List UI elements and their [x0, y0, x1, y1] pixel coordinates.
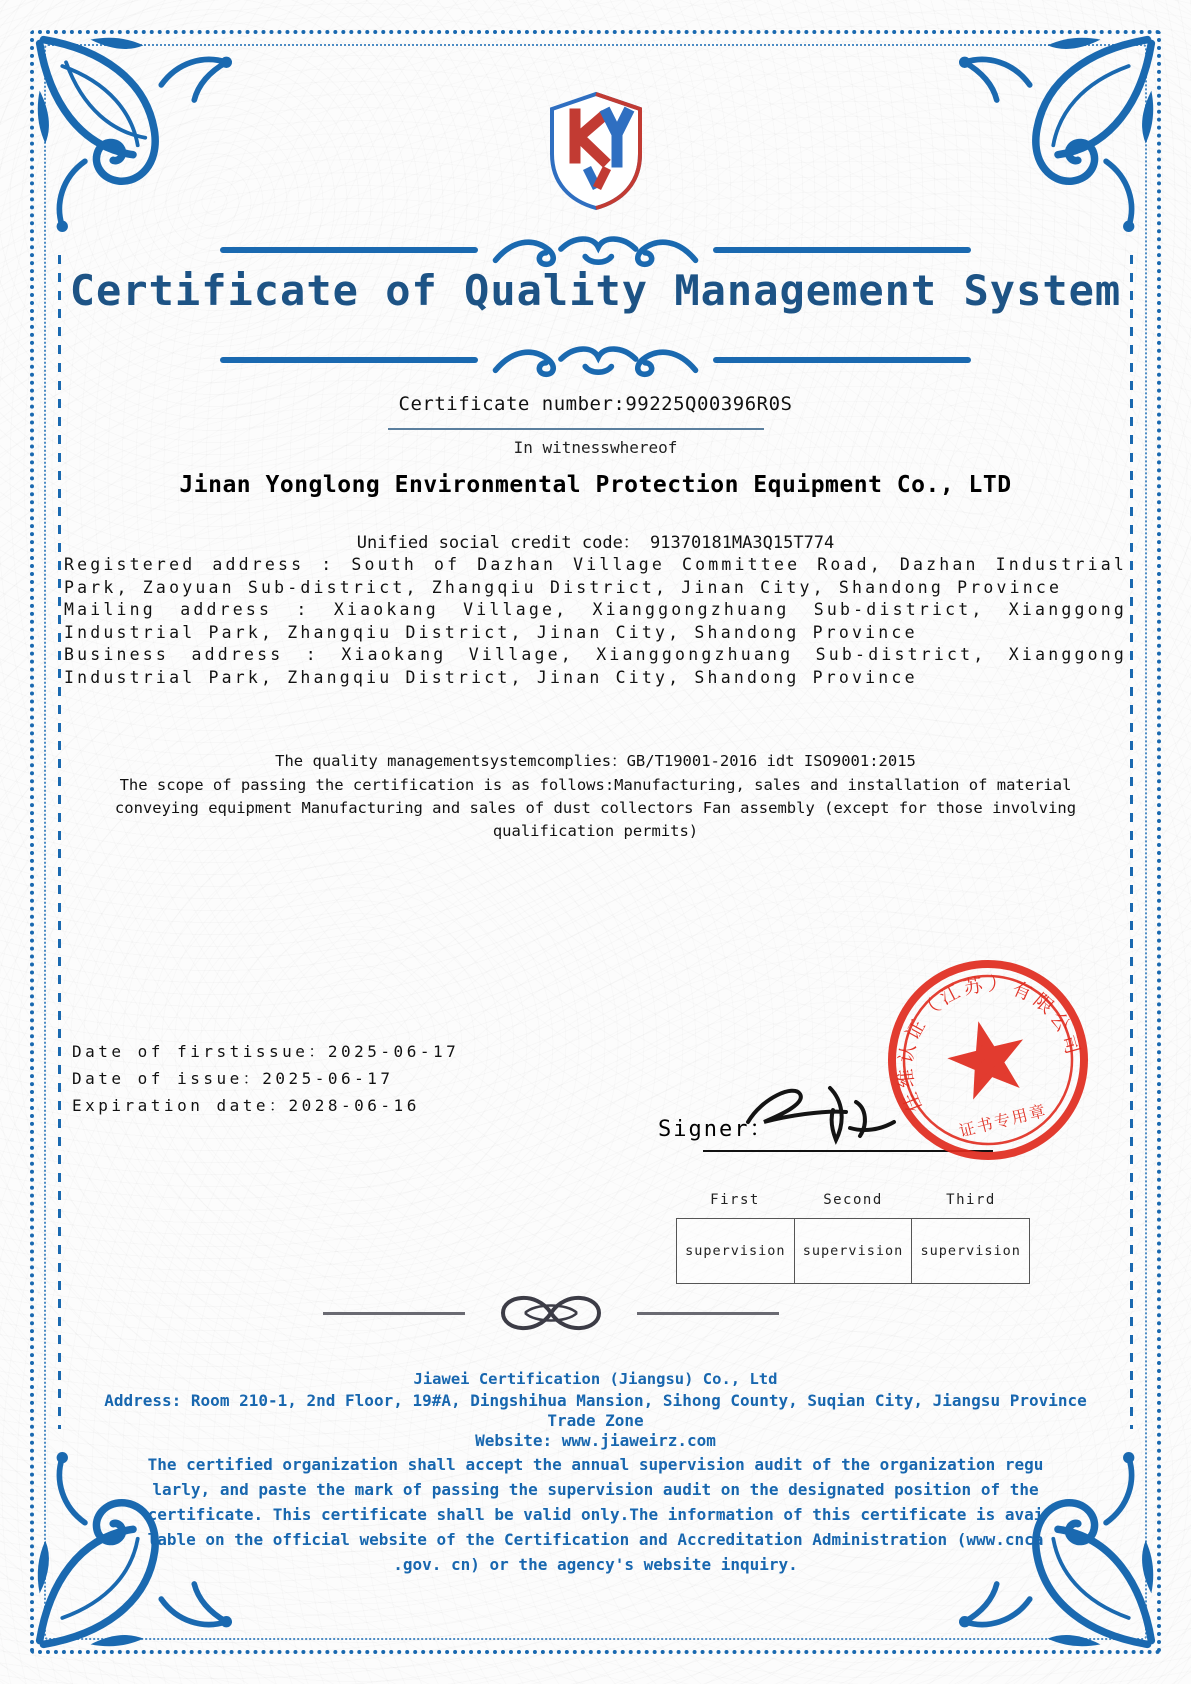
notice-line: lable on the official website of the Certification and Accreditation Administration (www.cnca [147, 1530, 1044, 1549]
certificate-number: Certificate number:99225Q00396R0S [398, 393, 793, 415]
seal-ring-text: 佳维认证（江苏）有限公司 [894, 973, 1085, 1116]
issuer-name: Jiawei Certification (Jiangsu) Co., Ltd [413, 1370, 778, 1388]
left-chain-ornament [58, 255, 61, 1429]
date-first-issue: Date of firstissue：2025-06-17 [72, 1042, 460, 1061]
witness-text: In witnesswhereof [513, 438, 678, 457]
expiration-date: Expiration date：2028-06-16 [72, 1096, 420, 1115]
compliance-block [78, 750, 1113, 843]
supervision-header-third: Third [946, 1192, 996, 1208]
credit-code: Unified social credit code： 91370181MA3Q15T774 [356, 533, 835, 553]
shield-logo-icon [545, 90, 647, 212]
supervision-header-second: Second [823, 1192, 883, 1208]
company-name: Jinan Yonglong Environmental Protection Equipment Co., LTD [179, 472, 1012, 498]
seal-bottom-text: 证书专用章 [957, 1100, 1050, 1141]
supervision-row [676, 1218, 1030, 1284]
notice-line: larly, and paste the mark of passing the supervision audit on the designated position of the [152, 1480, 1039, 1499]
supervision-cell: supervision [911, 1219, 1029, 1283]
issuer-address: Address: Room 210-1, 2nd Floor, 19#A, Dingshihua Mansion, Sihong County, Suqian City, Jiangsu Province [104, 1391, 1087, 1410]
address-block [64, 554, 1127, 689]
notice-line: certificate. This certificate shall be valid only.The information of this certificate is avai [147, 1505, 1044, 1524]
standard-compliance: The quality managementsystemcomplies：GB/T19001-2016 idt ISO9001:2015 [275, 752, 916, 770]
certificate-number-underline [388, 428, 764, 430]
supervision-table [676, 1192, 1030, 1284]
right-chain-ornament [1130, 255, 1133, 1429]
issuer-block [0, 1370, 1191, 1452]
mailing-address: Mailing address : Xiaokang Village, Xianggongzhuang Sub-district, Xianggong Industrial Park, Zhangqiu District, Jinan City, Shandong Province [64, 600, 1127, 642]
supervision-cell: supervision [794, 1219, 912, 1283]
dates-block [72, 1038, 459, 1119]
certification-scope: The scope of passing the certification is as follows:Manufacturing, sales and installation of material conveying equipment Manufacturing and sales of dust collectors Fan assembly (except for those involving qualification permits) [114, 776, 1077, 840]
corner-flourish-icon [34, 34, 232, 232]
date-of-issue: Date of issue：2025-06-17 [72, 1069, 394, 1088]
knot-ornament-icon [491, 1288, 611, 1338]
seal-star-icon [940, 1012, 1034, 1103]
supervision-headers [676, 1192, 1030, 1208]
footer-divider [0, 1288, 1146, 1338]
divider-line [323, 1312, 465, 1315]
divider-line [220, 247, 478, 253]
divider-line [637, 1312, 779, 1315]
divider-line [713, 357, 971, 363]
page-title: Certificate of Quality Management System [69, 266, 1122, 315]
notice-paragraph [125, 1452, 1066, 1577]
scroll-ornament-icon [488, 338, 703, 382]
notice-line: .gov. cn) or the agency's website inquiry. [393, 1555, 798, 1574]
divider-line [220, 357, 478, 363]
signer-label: Signer： [658, 1117, 774, 1142]
issuer-trade-zone: Trade Zone [547, 1411, 644, 1430]
divider-line [713, 247, 971, 253]
supervision-header-first: First [710, 1192, 760, 1208]
business-address: Business address : Xiaokang Village, Xianggongzhuang Sub-district, Xianggong Industrial Park, Zhangqiu District, Jinan City, Shandong Province [64, 645, 1127, 687]
corner-flourish-icon [959, 34, 1157, 232]
supervision-cell: supervision [685, 1243, 786, 1259]
signature-icon [738, 1078, 908, 1150]
title-divider-bottom [0, 338, 1191, 382]
registered-address: Registered address : South of Dazhan Village Committee Road, Dazhan Industrial Park, Zaoyuan Sub-district, Zhangqiu District, Jinan City, Shandong Province [64, 555, 1127, 597]
notice-line: The certified organization shall accept the annual supervision audit of the organization regu [147, 1455, 1044, 1474]
issuer-website: Website: www.jiaweirz.com [475, 1431, 716, 1450]
